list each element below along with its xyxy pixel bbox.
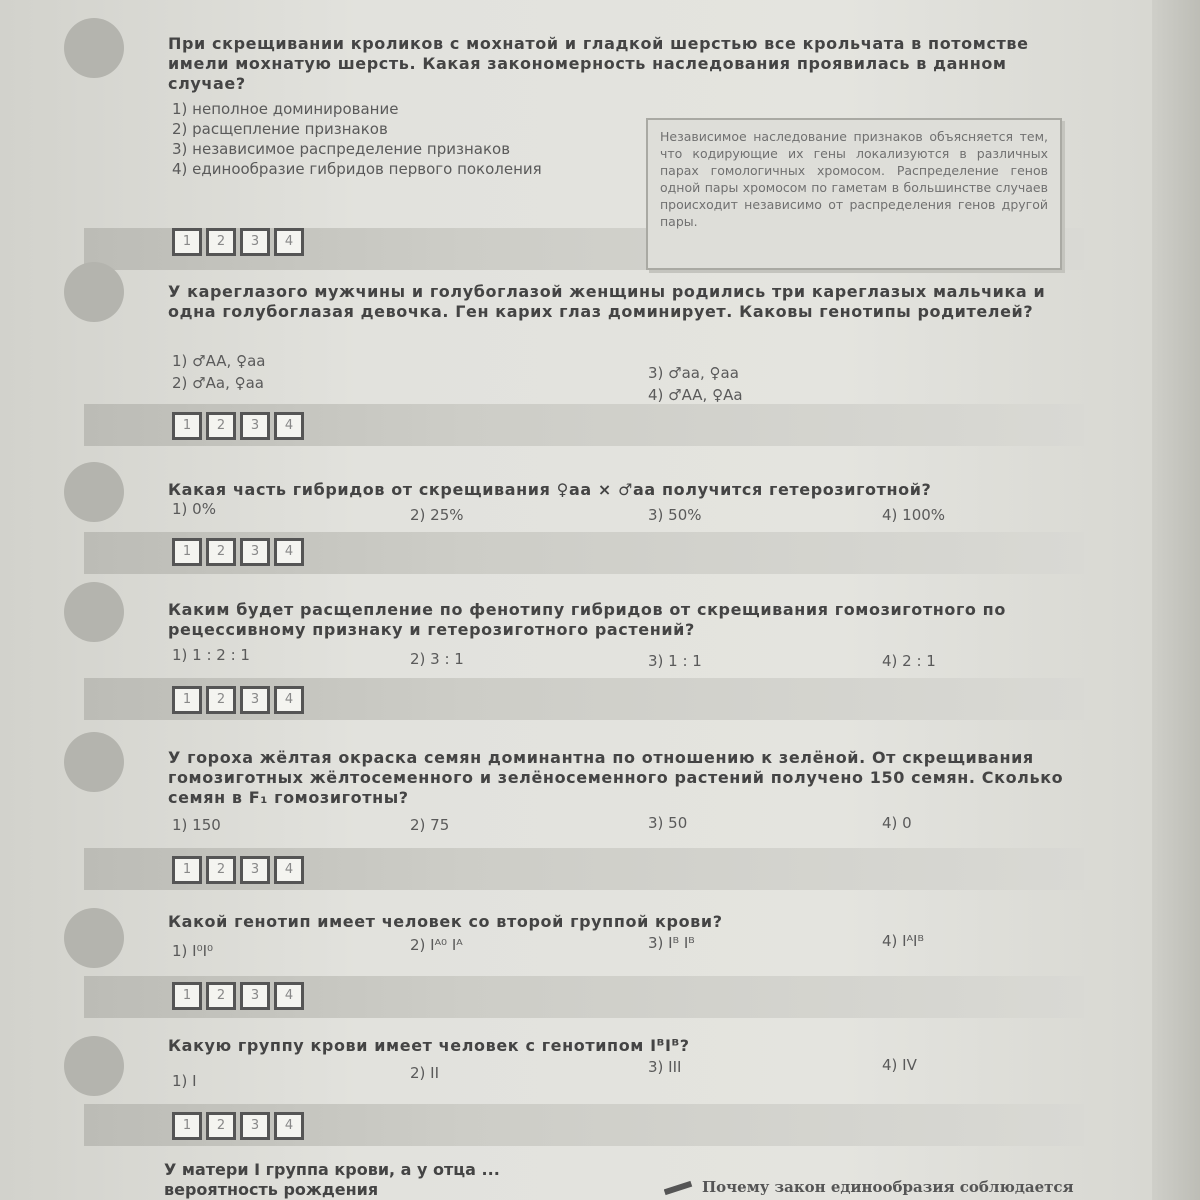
option-3: 3) независимое распределение признаков — [172, 140, 511, 158]
answer-boxes — [172, 412, 304, 440]
option-3: 3) 50% — [648, 506, 702, 524]
option-4: 4) единообразие гибридов первого поколения — [172, 160, 542, 178]
answer-box-1[interactable]: 1 — [172, 412, 202, 440]
option-4: 4) 100% — [882, 506, 946, 524]
option-4: 4) IᴬIᴮ — [882, 932, 924, 950]
answer-box-3[interactable]: 3 — [240, 538, 270, 566]
answer-box-4[interactable]: 4 — [274, 982, 304, 1010]
option-4: 4) IV — [882, 1056, 917, 1074]
answer-box-2[interactable]: 2 — [206, 412, 236, 440]
option-4: 4) 2 : 1 — [882, 652, 936, 670]
question-text: Какой генотип имеет человек со второй группой крови? — [168, 912, 723, 931]
answer-box-4[interactable]: 4 — [274, 538, 304, 566]
answer-box-2[interactable]: 2 — [206, 1112, 236, 1140]
question-number-badge — [64, 908, 124, 968]
option-2: 2) 3 : 1 — [410, 650, 464, 668]
option-3: 3) 1 : 1 — [648, 652, 702, 670]
option-2: 2) расщепление признаков — [172, 120, 388, 138]
answer-box-1[interactable]: 1 — [172, 1112, 202, 1140]
book-spine — [1152, 0, 1200, 1200]
option-2: 2) ♂Aa, ♀aa — [172, 374, 264, 392]
option-2: 2) Iᴬ⁰ Iᴬ — [410, 936, 463, 954]
option-1: 1) неполное доминирование — [172, 100, 399, 118]
answer-box-1[interactable]: 1 — [172, 228, 202, 256]
answer-box-1[interactable]: 1 — [172, 982, 202, 1010]
question-text: Какая часть гибридов от скрещивания ♀aa × ♂aa получится гетерозиготной? — [168, 480, 932, 499]
answer-box-2[interactable]: 2 — [206, 538, 236, 566]
answer-box-4[interactable]: 4 — [274, 228, 304, 256]
answer-box-2[interactable]: 2 — [206, 686, 236, 714]
answer-box-4[interactable]: 4 — [274, 412, 304, 440]
answer-box-2[interactable]: 2 — [206, 856, 236, 884]
option-3: 3) Iᴮ Iᴮ — [648, 934, 695, 952]
answer-boxes — [172, 856, 304, 884]
option-1: 1) 1 : 2 : 1 — [172, 646, 250, 664]
question-text: При скрещивании кроликов с мохнатой и гладкой шерстью все крольчата в потомстве имели мохнатую шерсть. Какая закономерность наследования проявилась в данном случае? — [168, 34, 1029, 93]
question-number-badge — [64, 462, 124, 522]
margin-question — [664, 1178, 1184, 1196]
option-4: 4) 0 — [882, 814, 912, 832]
question-number-badge — [64, 732, 124, 792]
answer-box-3[interactable]: 3 — [240, 686, 270, 714]
answer-box-1[interactable]: 1 — [172, 856, 202, 884]
question-number-badge — [64, 262, 124, 322]
answer-box-3[interactable]: 3 — [240, 228, 270, 256]
option-2: 2) 25% — [410, 506, 464, 524]
answer-box-1[interactable]: 1 — [172, 686, 202, 714]
option-1: 1) 150 — [172, 816, 221, 834]
option-1: 1) I⁰I⁰ — [172, 942, 214, 960]
answer-box-4[interactable]: 4 — [274, 856, 304, 884]
option-3: 3) III — [648, 1058, 682, 1076]
question-text: У гороха жёлтая окраска семян доминантна по отношению к зелёной. От скрещивания гомозиготных жёлтосеменного и зелёносеменного растений получено 150 семян. Сколько семян в F₁ гомозиготны? — [168, 748, 1064, 807]
question-number-badge — [64, 18, 124, 78]
answer-boxes — [172, 228, 304, 256]
answer-boxes — [172, 538, 304, 566]
answer-box-3[interactable]: 3 — [240, 982, 270, 1010]
question-text: Каким будет расщепление по фенотипу гибридов от скрещивания гомозиготного по рецессивному признаку и гетерозиготного растений? — [168, 600, 1006, 639]
question-text: Какую группу крови имеет человек с генотипом IᴮIᴮ? — [168, 1036, 690, 1055]
question-number-badge — [64, 1036, 124, 1096]
answer-box-1[interactable]: 1 — [172, 538, 202, 566]
question-number-badge — [64, 582, 124, 642]
option-3: 3) 50 — [648, 814, 688, 832]
answer-boxes — [172, 982, 304, 1010]
question-text: У кареглазого мужчины и голубоглазой женщины родились три кареглазых мальчика и одна голубоглазая девочка. Ген карих глаз доминирует. Каковы генотипы родителей? — [168, 282, 1046, 321]
option-1: 1) I — [172, 1072, 197, 1090]
option-2: 2) II — [410, 1064, 440, 1082]
next-question-partial: У матери I группа крови, а у отца ... вероятность рождения — [164, 1160, 500, 1199]
pen-icon — [664, 1181, 692, 1195]
answer-box-2[interactable]: 2 — [206, 982, 236, 1010]
option-1: 1) 0% — [172, 500, 216, 518]
option-1: 1) ♂AA, ♀aa — [172, 352, 266, 370]
side-note: Независимое наследование признаков объясняется тем, что кодирующие их гены локализуются в различных парах гомологичных хромосом. Распределение генов одной пары хромосом по гаметам в большинстве случаев происходит независимо от распределения генов другой пары. — [646, 118, 1062, 270]
answer-box-3[interactable]: 3 — [240, 856, 270, 884]
margin-question-text: Почему закон единообразия соблюдается — [702, 1178, 1074, 1196]
answer-boxes — [172, 1112, 304, 1140]
option-3: 3) ♂aa, ♀aa — [648, 364, 739, 382]
answer-box-4[interactable]: 4 — [274, 1112, 304, 1140]
answer-box-3[interactable]: 3 — [240, 412, 270, 440]
answer-boxes — [172, 686, 304, 714]
option-2: 2) 75 — [410, 816, 450, 834]
option-4: 4) ♂AA, ♀Aa — [648, 386, 743, 404]
answer-box-2[interactable]: 2 — [206, 228, 236, 256]
answer-box-3[interactable]: 3 — [240, 1112, 270, 1140]
answer-box-4[interactable]: 4 — [274, 686, 304, 714]
